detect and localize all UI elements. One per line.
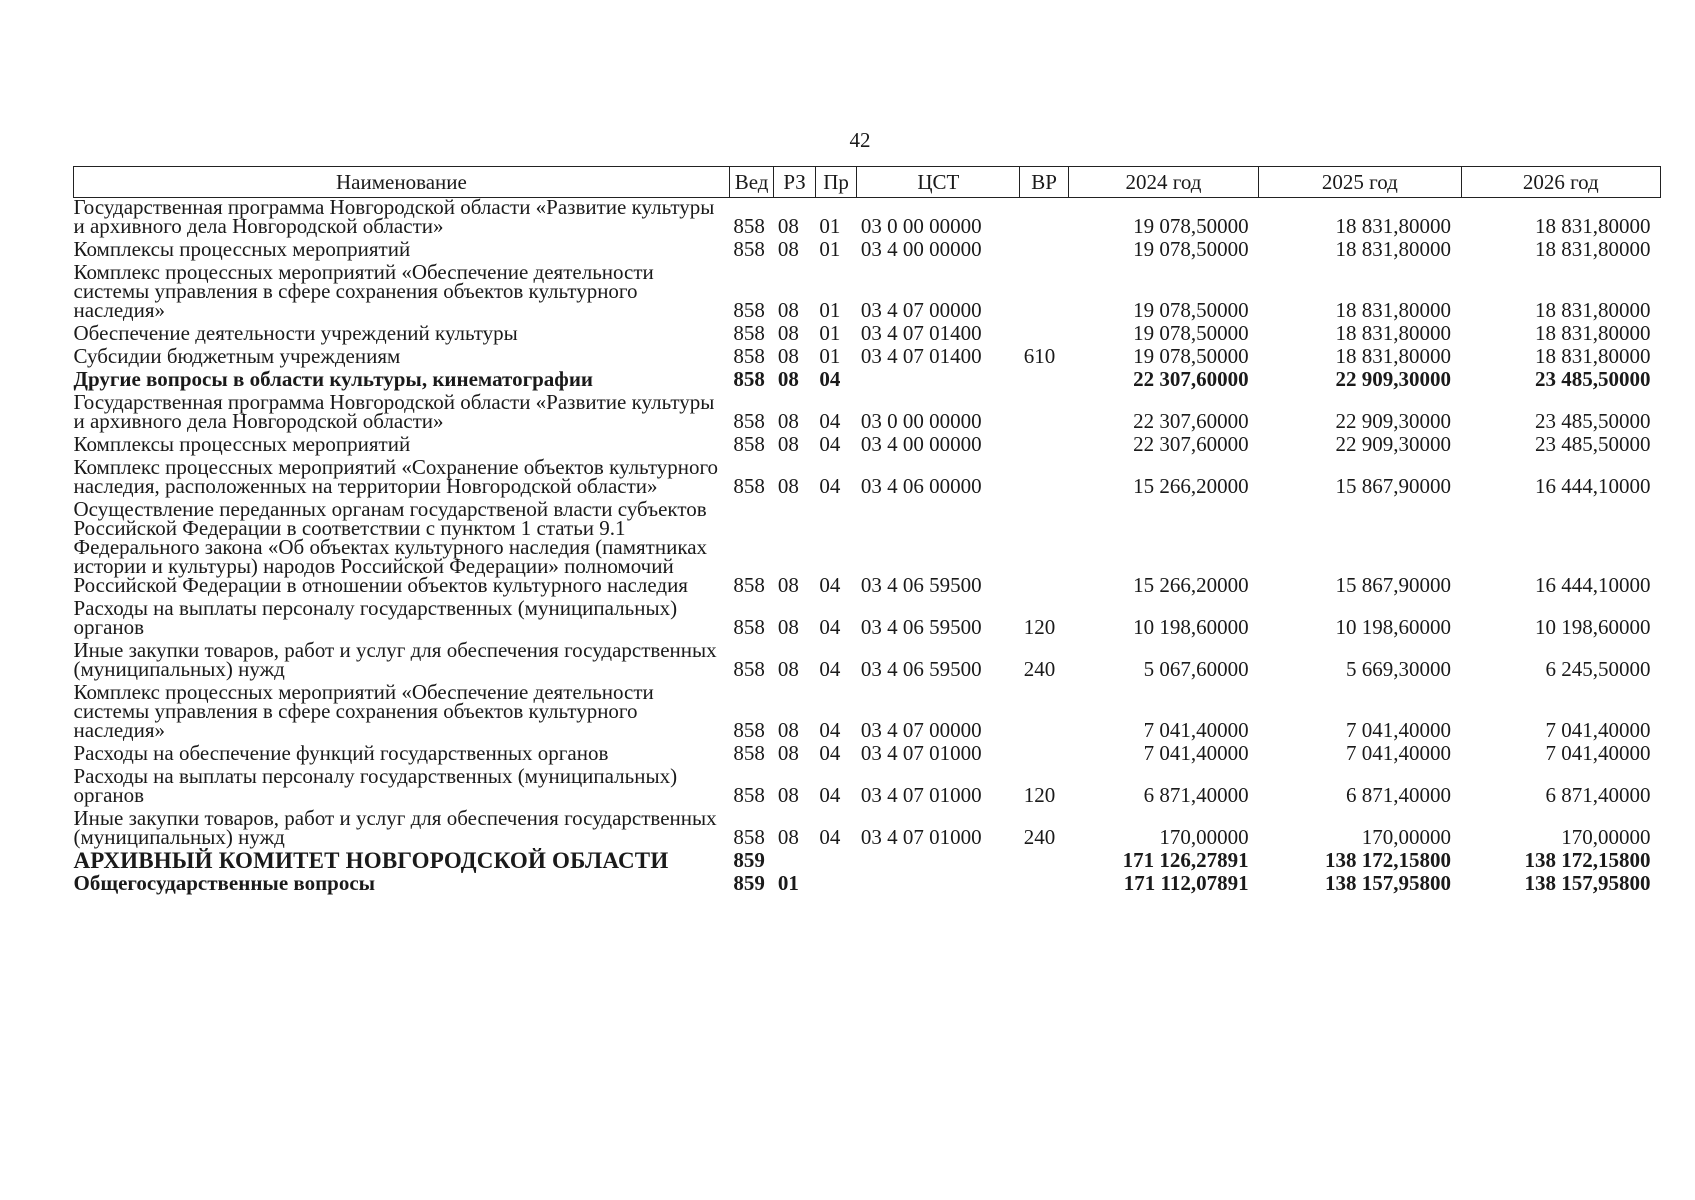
cell-ved: 858 xyxy=(733,741,765,765)
cell-amount-2025: 22 909,30000 xyxy=(1335,367,1452,391)
cell-rz: 08 xyxy=(777,344,799,368)
table-row xyxy=(74,641,1661,683)
cell-pr: 04 xyxy=(819,615,841,639)
cell-name: Государственная программа Новгородской области «Развитие культуры и архивного дела Новгородской области» xyxy=(73,390,715,433)
table-row xyxy=(74,874,1661,897)
header-ved: Вед xyxy=(729,167,774,198)
cell-rz: 08 xyxy=(777,298,799,322)
cell-name: Расходы на обеспечение функций государственных органов xyxy=(73,741,609,765)
table-body xyxy=(73,195,1661,898)
cell-cst: 03 4 06 59500 xyxy=(860,615,982,639)
cell-amount-2024: 10 198,60000 xyxy=(1133,615,1249,639)
cell-name: Осуществление переданных органам государственой власти субъектов Российской Федерации в соответствии с пунктом 1 статьи 9.1 Федерального закона «Об объектах культурного наследия (памятниках истории и культуры) народов Российской Федерации» полномочий Российской Федерации в отношении объектов культурного наследия xyxy=(73,497,708,597)
table-row xyxy=(74,683,1661,744)
cell-amount-2025: 7 041,40000 xyxy=(1346,718,1452,742)
cell-cst xyxy=(857,851,1020,874)
cell-pr: 04 xyxy=(819,783,841,807)
cell-name: Расходы на выплаты персоналу государственных (муниципальных) органов xyxy=(73,596,678,639)
cell-amount-2026: 23 485,50000 xyxy=(1535,409,1651,433)
cell-amount-2024: 170,00000 xyxy=(1159,825,1249,849)
cell-name: Государственная программа Новгородской области «Развитие культуры и архивного дела Новгородской области» xyxy=(73,195,715,238)
cell-ved: 858 xyxy=(733,214,765,238)
header-pr: Пр xyxy=(815,167,856,198)
cell-rz: 08 xyxy=(777,237,799,261)
cell-amount-2024: 22 307,60000 xyxy=(1133,432,1249,456)
cell-ved: 858 xyxy=(733,367,765,391)
header-cst: ЦСТ xyxy=(857,167,1020,198)
cell-rz: 08 xyxy=(777,657,799,681)
cell-amount-2024: 15 266,20000 xyxy=(1133,474,1249,498)
cell-rz: 08 xyxy=(777,367,799,391)
cell-amount-2026: 138 157,95800 xyxy=(1524,871,1651,895)
cell-vr xyxy=(1020,393,1069,435)
cell-amount-2025: 138 172,15800 xyxy=(1325,848,1452,872)
table-row xyxy=(74,767,1661,809)
table-row xyxy=(74,500,1661,599)
table-row xyxy=(74,263,1661,324)
cell-amount-2026: 16 444,10000 xyxy=(1535,474,1651,498)
cell-amount-2024: 22 307,60000 xyxy=(1133,409,1249,433)
cell-amount-2026: 23 485,50000 xyxy=(1535,367,1651,391)
table-row xyxy=(74,458,1661,500)
cell-rz: 08 xyxy=(777,214,799,238)
cell-amount-2025: 7 041,40000 xyxy=(1346,741,1452,765)
cell-rz: 08 xyxy=(777,741,799,765)
cell-amount-2025: 6 871,40000 xyxy=(1346,783,1452,807)
cell-amount-2026: 10 198,60000 xyxy=(1535,615,1651,639)
cell-amount-2026: 170,00000 xyxy=(1561,825,1651,849)
cell-amount-2024: 19 078,50000 xyxy=(1133,321,1249,345)
cell-amount-2025: 15 867,90000 xyxy=(1335,474,1452,498)
cell-amount-2025: 5 669,30000 xyxy=(1346,657,1452,681)
cell-amount-2024: 6 871,40000 xyxy=(1143,783,1249,807)
cell-name: Расходы на выплаты персоналу государственных (муниципальных) органов xyxy=(73,764,678,807)
cell-name: Комплексы процессных мероприятий xyxy=(73,237,411,261)
cell-rz: 08 xyxy=(777,432,799,456)
cell-amount-2025: 18 831,80000 xyxy=(1335,237,1452,261)
cell-cst: 03 4 06 59500 xyxy=(860,573,982,597)
cell-cst: 03 4 07 00000 xyxy=(860,718,982,742)
cell-vr xyxy=(1020,744,1069,767)
cell-ved: 858 xyxy=(733,615,765,639)
cell-amount-2024: 19 078,50000 xyxy=(1133,214,1249,238)
cell-cst: 03 4 06 59500 xyxy=(860,657,982,681)
cell-name: Общегосударственные вопросы xyxy=(73,871,376,895)
cell-name: Комплексы процессных мероприятий xyxy=(73,432,411,456)
cell-amount-2024: 171 112,07891 xyxy=(1123,871,1249,895)
cell-ved: 859 xyxy=(733,848,765,872)
cell-cst: 03 4 07 01000 xyxy=(860,783,982,807)
cell-amount-2024: 22 307,60000 xyxy=(1133,367,1249,391)
cell-name: Иные закупки товаров, работ и услуг для обеспечения государственных (муниципальных) нужд xyxy=(73,806,717,849)
table-row xyxy=(74,393,1661,435)
cell-amount-2024: 7 041,40000 xyxy=(1143,718,1249,742)
cell-cst: 03 4 07 01000 xyxy=(860,741,982,765)
cell-amount-2026: 18 831,80000 xyxy=(1535,298,1651,322)
cell-amount-2025: 18 831,80000 xyxy=(1335,298,1452,322)
cell-cst: 03 4 07 01400 xyxy=(860,344,982,368)
cell-cst: 03 0 00 00000 xyxy=(860,214,982,238)
cell-rz: 08 xyxy=(777,783,799,807)
cell-vr: 120 xyxy=(1023,783,1056,807)
cell-amount-2026: 18 831,80000 xyxy=(1535,237,1651,261)
cell-amount-2025: 18 831,80000 xyxy=(1335,214,1452,238)
cell-amount-2025: 170,00000 xyxy=(1361,825,1452,849)
cell-vr: 610 xyxy=(1023,344,1056,368)
cell-cst: 03 4 07 01000 xyxy=(860,825,982,849)
cell-amount-2026: 7 041,40000 xyxy=(1545,741,1651,765)
cell-vr xyxy=(1020,240,1069,263)
cell-pr: 04 xyxy=(819,432,841,456)
cell-name: Комплекс процессных мероприятий «Обеспечение деятельности системы управления в сфере сохранения объектов культурного наследия» xyxy=(73,260,654,322)
cell-name: Комплекс процессных мероприятий «Сохранение объектов культурного наследия, расположенных на территории Новгородской области» xyxy=(73,455,719,498)
cell-name: Комплекс процессных мероприятий «Обеспечение деятельности системы управления в сфере сохранения объектов культурного наследия» xyxy=(73,680,654,742)
cell-name: Иные закупки товаров, работ и услуг для обеспечения государственных (муниципальных) нужд xyxy=(73,638,717,681)
cell-amount-2025: 22 909,30000 xyxy=(1335,432,1452,456)
cell-name: Субсидии бюджетным учреждениям xyxy=(73,344,401,368)
cell-rz: 01 xyxy=(777,871,799,895)
cell-vr xyxy=(1020,851,1069,874)
cell-cst xyxy=(857,874,1020,897)
cell-vr: 120 xyxy=(1023,615,1056,639)
header-vr: ВР xyxy=(1020,167,1069,198)
cell-pr: 04 xyxy=(819,825,841,849)
cell-name: АРХИВНЫЙ КОМИТЕТ НОВГОРОДСКОЙ ОБЛАСТИ xyxy=(73,848,669,873)
cell-vr xyxy=(1020,683,1069,744)
cell-vr: 240 xyxy=(1023,657,1056,681)
cell-pr: 04 xyxy=(819,367,841,391)
cell-rz: 08 xyxy=(777,474,799,498)
cell-pr xyxy=(815,874,856,897)
cell-pr xyxy=(815,851,856,874)
cell-ved: 858 xyxy=(733,298,765,322)
cell-pr: 04 xyxy=(819,474,841,498)
cell-vr xyxy=(1020,198,1069,241)
cell-vr xyxy=(1020,874,1069,897)
header-name: Наименование xyxy=(74,167,730,198)
cell-ved: 858 xyxy=(733,783,765,807)
cell-ved: 858 xyxy=(733,474,765,498)
cell-pr: 04 xyxy=(819,409,841,433)
cell-cst: 03 4 07 00000 xyxy=(860,298,982,322)
cell-cst: 03 4 00 00000 xyxy=(860,237,982,261)
cell-pr: 04 xyxy=(819,573,841,597)
cell-pr: 01 xyxy=(819,298,841,322)
cell-cst: 03 4 07 01400 xyxy=(860,321,982,345)
cell-pr: 01 xyxy=(819,237,841,261)
page-number: 42 xyxy=(849,128,871,152)
cell-pr: 01 xyxy=(819,321,841,345)
table-row xyxy=(74,198,1661,241)
cell-cst: 03 4 00 00000 xyxy=(860,432,982,456)
cell-amount-2026: 6 871,40000 xyxy=(1545,783,1651,807)
cell-amount-2026: 6 245,50000 xyxy=(1545,657,1651,681)
cell-amount-2026: 23 485,50000 xyxy=(1535,432,1651,456)
cell-amount-2024: 15 266,20000 xyxy=(1133,573,1249,597)
budget-table xyxy=(73,166,1661,897)
cell-vr: 240 xyxy=(1023,825,1056,849)
cell-rz: 08 xyxy=(777,573,799,597)
table-header-row xyxy=(74,167,1661,198)
cell-vr xyxy=(1020,370,1069,393)
cell-vr xyxy=(1020,500,1069,599)
cell-name: Обеспечение деятельности учреждений культуры xyxy=(73,321,518,345)
cell-pr: 01 xyxy=(819,344,841,368)
cell-rz: 08 xyxy=(777,321,799,345)
cell-amount-2026: 18 831,80000 xyxy=(1535,214,1651,238)
cell-amount-2025: 138 157,95800 xyxy=(1325,871,1452,895)
cell-amount-2025: 22 909,30000 xyxy=(1335,409,1452,433)
cell-ved: 858 xyxy=(733,432,765,456)
header-2026: 2026 год xyxy=(1461,167,1660,198)
cell-amount-2024: 19 078,50000 xyxy=(1133,237,1249,261)
cell-amount-2026: 18 831,80000 xyxy=(1535,321,1651,345)
cell-amount-2024: 171 126,27891 xyxy=(1122,848,1249,872)
header-2024: 2024 год xyxy=(1068,167,1258,198)
cell-ved: 858 xyxy=(733,409,765,433)
cell-amount-2026: 7 041,40000 xyxy=(1545,718,1651,742)
cell-amount-2026: 138 172,15800 xyxy=(1524,848,1651,872)
cell-vr xyxy=(1020,435,1069,458)
header-rz: РЗ xyxy=(774,167,815,198)
table-row xyxy=(74,809,1661,851)
cell-ved: 858 xyxy=(733,237,765,261)
cell-vr xyxy=(1020,458,1069,500)
cell-cst: 03 4 06 00000 xyxy=(860,474,982,498)
cell-rz: 08 xyxy=(777,409,799,433)
cell-ved: 858 xyxy=(733,344,765,368)
cell-amount-2024: 19 078,50000 xyxy=(1133,344,1249,368)
cell-pr: 04 xyxy=(819,718,841,742)
table-row xyxy=(74,599,1661,641)
cell-amount-2024: 7 041,40000 xyxy=(1143,741,1249,765)
cell-ved: 858 xyxy=(733,657,765,681)
cell-cst xyxy=(857,370,1020,393)
cell-amount-2024: 5 067,60000 xyxy=(1143,657,1249,681)
cell-vr xyxy=(1020,263,1069,324)
cell-ved: 858 xyxy=(733,573,765,597)
cell-amount-2024: 19 078,50000 xyxy=(1133,298,1249,322)
cell-amount-2025: 18 831,80000 xyxy=(1335,321,1452,345)
cell-pr: 04 xyxy=(819,741,841,765)
cell-amount-2026: 18 831,80000 xyxy=(1535,344,1651,368)
cell-rz: 08 xyxy=(777,615,799,639)
cell-rz: 08 xyxy=(777,718,799,742)
cell-name: Другие вопросы в области культуры, кинематографии xyxy=(73,367,594,391)
cell-ved: 858 xyxy=(733,718,765,742)
cell-amount-2025: 15 867,90000 xyxy=(1335,573,1452,597)
cell-pr: 01 xyxy=(819,214,841,238)
cell-amount-2025: 18 831,80000 xyxy=(1335,344,1452,368)
cell-cst: 03 0 00 00000 xyxy=(860,409,982,433)
cell-amount-2025: 10 198,60000 xyxy=(1335,615,1452,639)
cell-ved: 859 xyxy=(733,871,765,895)
cell-rz: 08 xyxy=(777,825,799,849)
cell-ved: 858 xyxy=(733,321,765,345)
cell-amount-2026: 16 444,10000 xyxy=(1535,573,1651,597)
header-2025: 2025 год xyxy=(1259,167,1461,198)
cell-pr: 04 xyxy=(819,657,841,681)
cell-ved: 858 xyxy=(733,825,765,849)
